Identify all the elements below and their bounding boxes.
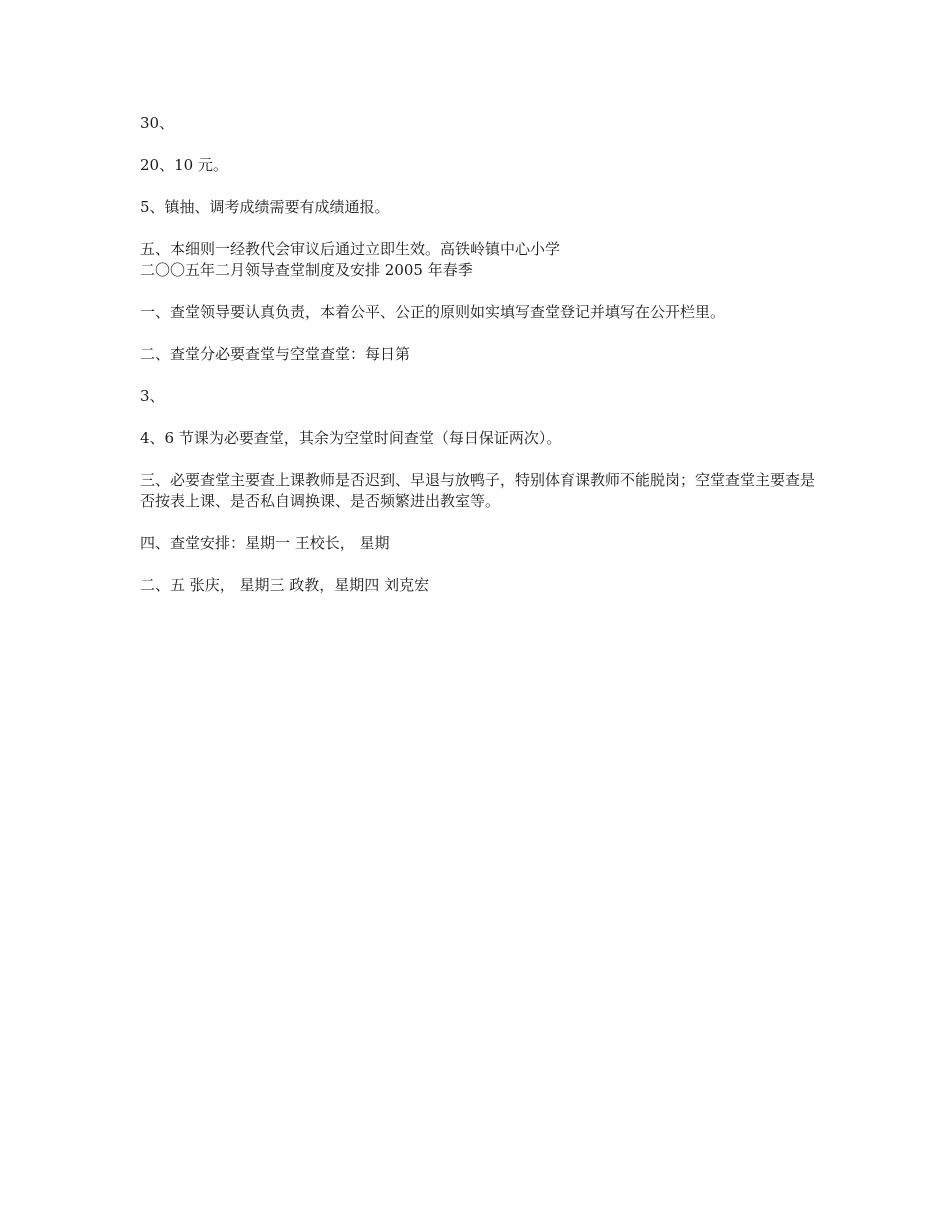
paragraph-rule-2: 二、查堂分必要查堂与空堂查堂：每日第 — [140, 345, 411, 363]
paragraph-rule-4-schedule: 四、查堂安排：星期一 王校长， 星期 — [140, 534, 390, 552]
paragraph-effective-clause: 五、本细则一经教代会审议后通过立即生效。高铁岭镇中心小学 — [140, 240, 561, 258]
paragraph-rule-3: 三、必要查堂主要查上课教师是否迟到、早退与放鸭子，特别体育课教师不能脱岗；空堂查堂主要查是否按表上课、是否私自调换课、是否频繁进出教室等。 — [140, 471, 816, 510]
paragraph-item-3: 3、 — [140, 387, 165, 405]
section-heading-inspection-system: 二〇〇五年二月领导查堂制度及安排 2005 年春季 — [140, 261, 473, 279]
paragraph-item-4-6: 4、6 节课为必要查堂，其余为空堂时间查堂（每日保证两次）。 — [140, 429, 562, 447]
paragraph-rule-1: 一、查堂领导要认真负责，本着公平、公正的原则如实填写查堂登记并填写在公开栏里。 — [140, 303, 726, 321]
document-body — [140, 113, 820, 617]
paragraph-schedule-continued: 二、五 张庆， 星期三 政教，星期四 刘克宏 — [140, 576, 430, 594]
paragraph-exam-report: 5、镇抽、调考成绩需要有成绩通报。 — [140, 198, 390, 216]
paragraph-item-30: 30、 — [140, 114, 175, 132]
paragraph-fee: 20、10 元。 — [140, 156, 228, 174]
